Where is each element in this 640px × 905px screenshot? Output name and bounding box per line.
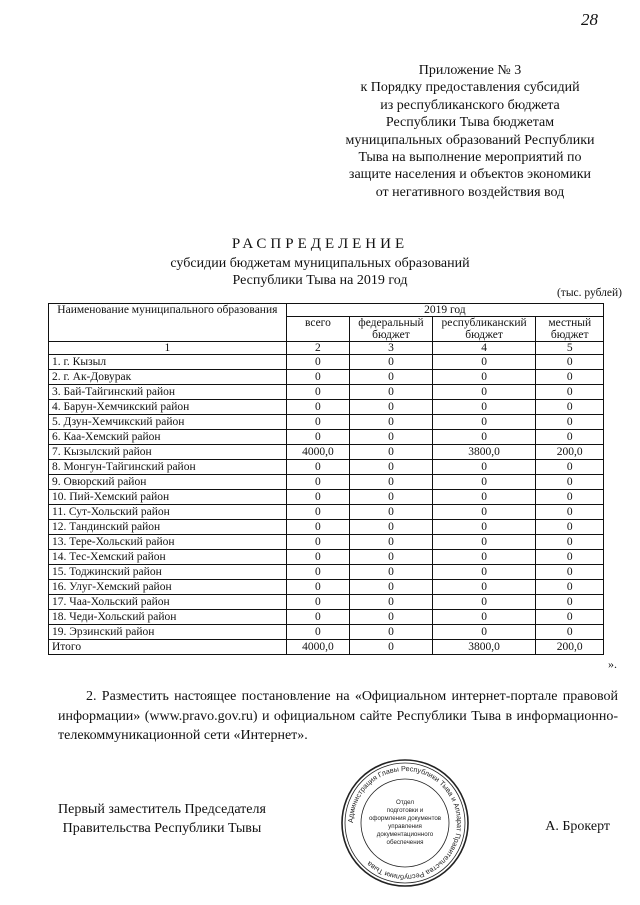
cell-name: 8. Монгун-Тайгинский район — [49, 460, 287, 475]
appendix-line: защите населения и объектов экономики — [348, 167, 592, 183]
cell-total: 0 — [286, 355, 349, 370]
cell-name: 16. Улуг-Хемский район — [49, 580, 287, 595]
cell-republic: 0 — [432, 625, 536, 640]
table-row — [49, 370, 604, 385]
table-row — [49, 595, 604, 610]
table-row — [49, 520, 604, 535]
cell-total: 0 — [286, 520, 349, 535]
cell-local: 0 — [536, 370, 604, 385]
cell-total: 0 — [286, 400, 349, 415]
cell-total: 0 — [286, 475, 349, 490]
units-label: (тыс. рублей) — [556, 287, 622, 299]
table-row — [49, 460, 604, 475]
cell-republic: 0 — [432, 430, 536, 445]
cell-federal: 0 — [350, 355, 433, 370]
appendix-line: муниципальных образований Республики — [345, 132, 595, 148]
cell-name: 13. Тере-Хольский район — [49, 535, 287, 550]
stamp-center-line: обеспечения — [386, 839, 424, 846]
cell-total: 4000,0 — [286, 445, 349, 460]
cell-republic: 0 — [432, 460, 536, 475]
cell-federal: 0 — [350, 535, 433, 550]
stamp-ring-text: Администрация Главы Республики Тыва и Аппарат Правительства Республики Тыва — [345, 763, 465, 883]
cell-republic: 0 — [432, 520, 536, 535]
appendix-line: Тыва на выполнение мероприятий по — [358, 150, 582, 166]
cell-local: 0 — [536, 385, 604, 400]
header-year: 2019 год — [286, 304, 603, 317]
cell-name: 1. г. Кызыл — [49, 355, 287, 370]
table-row — [49, 385, 604, 400]
cell-local: 0 — [536, 580, 604, 595]
cell-federal: 0 — [350, 430, 433, 445]
cell-local: 200,0 — [536, 640, 604, 655]
page-number: 28 — [581, 10, 598, 29]
stamp-center-line: управления — [388, 823, 422, 830]
cell-total: 0 — [286, 535, 349, 550]
cell-republic: 0 — [432, 370, 536, 385]
cell-local: 0 — [536, 355, 604, 370]
cell-local: 0 — [536, 610, 604, 625]
cell-local: 0 — [536, 535, 604, 550]
signer-position-line: Первый заместитель Председателя — [58, 802, 266, 817]
cell-republic: 0 — [432, 580, 536, 595]
cell-name: 18. Чеди-Хольский район — [49, 610, 287, 625]
cell-name: 19. Эрзинский район — [49, 625, 287, 640]
header-total: всего — [286, 317, 349, 342]
cell-local: 0 — [536, 475, 604, 490]
cell-federal: 0 — [350, 595, 433, 610]
header-name: Наименование муниципального образования — [49, 304, 287, 342]
cell-federal: 0 — [350, 505, 433, 520]
table-row — [49, 580, 604, 595]
cell-total: 0 — [286, 595, 349, 610]
cell-total: 4000,0 — [286, 640, 349, 655]
appendix-line: Приложение № 3 — [418, 63, 522, 78]
cell-name: 3. Бай-Тайгинский район — [49, 385, 287, 400]
cell-name: 10. Пий-Хемский район — [49, 490, 287, 505]
cell-name: 11. Сут-Хольский район — [49, 505, 287, 520]
column-number: 2 — [286, 342, 349, 355]
cell-republic: 0 — [432, 610, 536, 625]
table-row — [49, 550, 604, 565]
cell-federal: 0 — [350, 640, 433, 655]
cell-federal: 0 — [350, 550, 433, 565]
cell-name: 9. Овюрский район — [49, 475, 287, 490]
document-title — [0, 236, 640, 289]
cell-local: 0 — [536, 505, 604, 520]
signer-position — [58, 800, 266, 838]
cell-local: 0 — [536, 430, 604, 445]
cell-name: 7. Кызылский район — [49, 445, 287, 460]
appendix-line: Республики Тыва бюджетам — [385, 115, 555, 131]
cell-federal: 0 — [350, 370, 433, 385]
table-row — [49, 505, 604, 520]
cell-republic: 0 — [432, 565, 536, 580]
cell-federal: 0 — [350, 565, 433, 580]
cell-name: 17. Чаа-Хольский район — [49, 595, 287, 610]
stamp-center-line: оформления документов — [368, 815, 442, 822]
column-number: 1 — [49, 342, 287, 355]
cell-name: 2. г. Ак-Довурак — [49, 370, 287, 385]
cell-federal: 0 — [350, 610, 433, 625]
cell-total: 0 — [286, 580, 349, 595]
cell-local: 200,0 — [536, 445, 604, 460]
cell-total: 0 — [286, 610, 349, 625]
cell-total: 0 — [286, 505, 349, 520]
table-row — [49, 625, 604, 640]
cell-republic: 0 — [432, 355, 536, 370]
cell-republic: 0 — [432, 475, 536, 490]
official-stamp — [340, 758, 470, 888]
cell-republic: 0 — [432, 385, 536, 400]
cell-total: 0 — [286, 370, 349, 385]
cell-name: 15. Тоджинский район — [49, 565, 287, 580]
cell-local: 0 — [536, 490, 604, 505]
cell-total: 0 — [286, 415, 349, 430]
table-row — [49, 415, 604, 430]
cell-total: 0 — [286, 460, 349, 475]
cell-total: 0 — [286, 490, 349, 505]
resolution-paragraph: 2. Разместить настоящее постановление на «Официальном интернет-портале правовой информации» (www.pravo.gov.ru) и официальном сайте Республики Тыва в информационно-телекоммуникационной сети «Интернет». — [58, 689, 618, 743]
column-number: 5 — [536, 342, 604, 355]
appendix-header — [330, 62, 610, 201]
cell-republic: 0 — [432, 400, 536, 415]
cell-local: 0 — [536, 625, 604, 640]
cell-federal: 0 — [350, 625, 433, 640]
cell-local: 0 — [536, 550, 604, 565]
cell-local: 0 — [536, 400, 604, 415]
title-line: субсидии бюджетам муниципальных образований — [170, 256, 470, 271]
table-row — [49, 535, 604, 550]
cell-name: 12. Тандинский район — [49, 520, 287, 535]
table-row — [49, 640, 604, 655]
cell-total: 0 — [286, 625, 349, 640]
cell-federal: 0 — [350, 520, 433, 535]
cell-republic: 0 — [432, 595, 536, 610]
cell-total: 0 — [286, 430, 349, 445]
cell-local: 0 — [536, 595, 604, 610]
stamp-center-line: подготовки и — [386, 807, 424, 814]
cell-federal: 0 — [350, 415, 433, 430]
header-federal: федеральный бюджет — [350, 317, 433, 342]
header-local: местный бюджет — [536, 317, 604, 342]
column-number: 4 — [432, 342, 536, 355]
cell-federal: 0 — [350, 580, 433, 595]
distribution-table — [48, 303, 604, 655]
table-row — [49, 565, 604, 580]
cell-republic: 3800,0 — [432, 445, 536, 460]
cell-name: 14. Тес-Хемский район — [49, 550, 287, 565]
cell-name: 4. Барун-Хемчикский район — [49, 400, 287, 415]
cell-republic: 0 — [432, 550, 536, 565]
table-row — [49, 610, 604, 625]
cell-republic: 0 — [432, 490, 536, 505]
stamp-center-line: Отдел — [396, 799, 414, 806]
cell-name: Итого — [49, 640, 287, 655]
signer-position-line: Правительства Республики Тывы — [62, 821, 262, 836]
signer-name: А. Брокерт — [545, 819, 610, 834]
cell-federal: 0 — [350, 385, 433, 400]
table-row — [49, 490, 604, 505]
cell-local: 0 — [536, 565, 604, 580]
table-row — [49, 355, 604, 370]
cell-total: 0 — [286, 550, 349, 565]
appendix-line: из республиканского бюджета — [380, 97, 560, 113]
cell-local: 0 — [536, 415, 604, 430]
cell-federal: 0 — [350, 460, 433, 475]
table-body — [49, 355, 604, 655]
column-number: 3 — [350, 342, 433, 355]
cell-name: 5. Дзун-Хемчикский район — [49, 415, 287, 430]
cell-federal: 0 — [350, 445, 433, 460]
cell-total: 0 — [286, 565, 349, 580]
appendix-line: к Порядку предоставления субсидий — [360, 80, 580, 96]
cell-republic: 3800,0 — [432, 640, 536, 655]
table-row — [49, 445, 604, 460]
table-row — [49, 400, 604, 415]
stamp-center-line: документационного — [376, 831, 434, 838]
cell-federal: 0 — [350, 490, 433, 505]
title-main: РАСПРЕДЕЛЕНИЕ — [231, 236, 409, 252]
cell-federal: 0 — [350, 475, 433, 490]
title-line: Республики Тыва на 2019 год — [232, 273, 408, 288]
cell-local: 0 — [536, 460, 604, 475]
cell-republic: 0 — [432, 415, 536, 430]
cell-republic: 0 — [432, 535, 536, 550]
cell-republic: 0 — [432, 505, 536, 520]
header-republic: республиканский бюджет — [432, 317, 536, 342]
cell-federal: 0 — [350, 400, 433, 415]
cell-name: 6. Каа-Хемский район — [49, 430, 287, 445]
table-row — [49, 430, 604, 445]
closing-quote: ». — [608, 657, 617, 671]
cell-local: 0 — [536, 520, 604, 535]
appendix-line: от негативного воздействия вод — [375, 184, 565, 200]
cell-total: 0 — [286, 385, 349, 400]
table-row — [49, 475, 604, 490]
